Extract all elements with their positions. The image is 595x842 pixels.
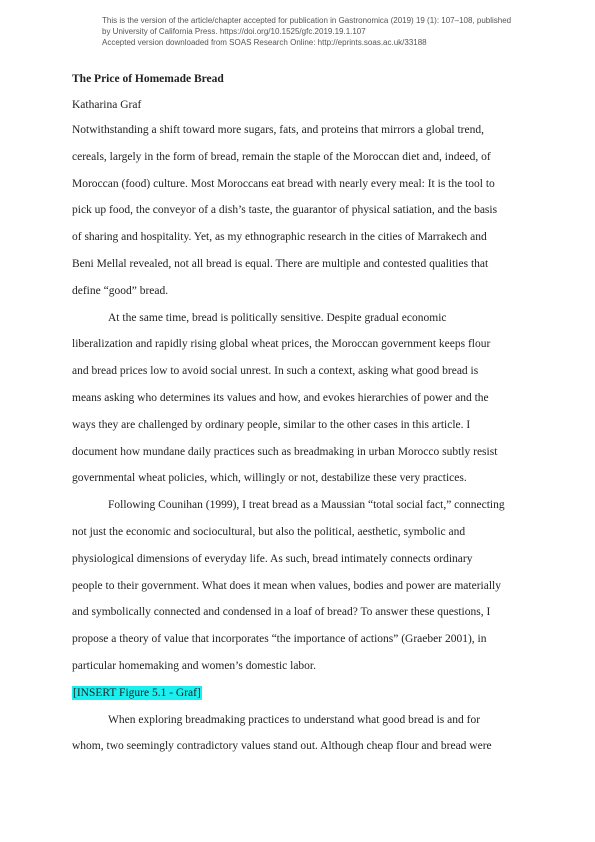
text-line: physiological dimensions of everyday life. As such, bread intimately connects ordinary xyxy=(72,552,473,565)
text-line: of sharing and hospitality. Yet, as my ethnographic research in the cities of Marrakech and xyxy=(72,231,487,244)
text-line: ways they are challenged by ordinary people, similar to the other cases in this article. I xyxy=(72,418,471,431)
text-line: Moroccan (food) culture. Most Moroccans eat bread with nearly every meal: It is the tool to xyxy=(72,177,495,190)
text-line: At the same time, bread is politically sensitive. Despite gradual economic xyxy=(108,311,447,324)
text-line: governmental wheat policies, which, willingly or not, destabilize these very practices. xyxy=(72,472,467,485)
text-line: document how mundane daily practices such as breadmaking in urban Morocco subtly resist xyxy=(72,445,498,458)
article-title: The Price of Homemade Bread xyxy=(72,73,224,85)
article-author: Katharina Graf xyxy=(72,99,142,111)
paragraph-1 xyxy=(72,117,524,305)
publication-notice xyxy=(102,15,542,48)
figure-insert-marker: [INSERT Figure 5.1 - Graf] xyxy=(73,687,201,700)
figure-insert-marker-row xyxy=(72,680,524,707)
text-line: define “good” bread. xyxy=(72,284,169,297)
text-line: When exploring breadmaking practices to understand what good bread is and for xyxy=(108,713,481,726)
text-line: means asking who determines its values and how, and evokes hierarchies of power and the xyxy=(72,391,489,404)
paragraph-3 xyxy=(72,492,524,680)
article-body xyxy=(72,72,524,760)
publication-notice-line: This is the version of the article/chapter accepted for publication in Gastronomica (2019) 19 (1): 107–108, published xyxy=(102,16,512,25)
text-line: propose a theory of value that incorporates “the importance of actions” (Graeber 2001), in xyxy=(72,633,487,646)
text-line: pick up food, the conveyor of a dish’s taste, the guarantor of physical satiation, and the basis xyxy=(72,204,498,217)
text-line: whom, two seemingly contradictory values stand out. Although cheap flour and bread were xyxy=(72,740,492,753)
text-line: Following Counihan (1999), I treat bread as a Maussian “total social fact,” connecting xyxy=(108,499,505,512)
paragraph-4 xyxy=(72,707,524,761)
text-line: liberalization and rapidly rising global wheat prices, the Moroccan government keeps flour xyxy=(72,338,491,351)
text-line: and bread prices low to avoid social unrest. In such a context, asking what good bread is xyxy=(72,365,479,378)
text-line: Notwithstanding a shift toward more sugars, fats, and proteins that mirrors a global trend, xyxy=(72,124,484,136)
text-line: Beni Mellal revealed, not all bread is equal. There are multiple and contested qualities that xyxy=(72,257,489,270)
paragraph-2 xyxy=(72,305,524,493)
publication-notice-line: by University of California Press. https://doi.org/10.1525/gfc.2019.19.1.107 xyxy=(102,27,366,36)
publication-notice-line: Accepted version downloaded from SOAS Research Online: http://eprints.soas.ac.uk/33188 xyxy=(102,38,427,47)
text-line: cereals, largely in the form of bread, remain the staple of the Moroccan diet and, indeed, of xyxy=(72,150,491,163)
text-line: particular homemaking and women’s domestic labor. xyxy=(72,659,316,672)
text-line: people to their government. What does it mean when values, bodies and power are materially xyxy=(72,579,501,592)
text-line: not just the economic and sociocultural, but also the political, aesthetic, symbolic and xyxy=(72,525,466,538)
text-line: and symbolically connected and condensed in a loaf of bread? To answer these questions, I xyxy=(72,606,491,619)
